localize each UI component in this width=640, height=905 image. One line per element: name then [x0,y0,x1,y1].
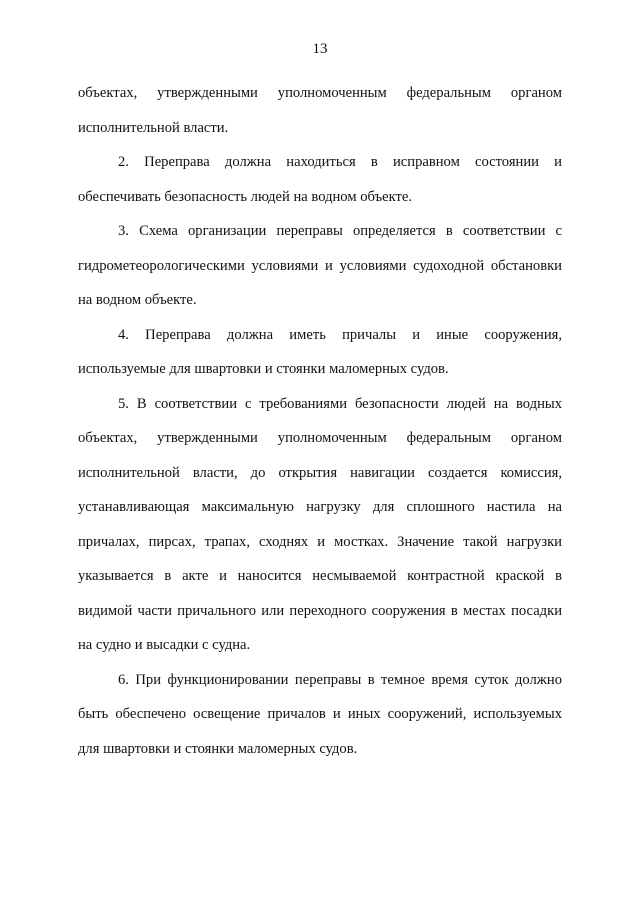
paragraph-5: 5. В соответствии с требованиями безопасности людей на водных объектах, утвержденными уполномоченным федеральным органом исполнительной власти, до открытия навигации создается комиссия, устанавливающая максимальную нагрузку для сплошного настила на причалах, пирсах, трапах, сходнях и мостках. Значение такой нагрузки указывается в акте и наносится несмываемой контрастной краской в видимой части причального или переходного сооружения в местах посадки на судно и высадки с судна. [78,395,562,653]
document-body [78,76,562,766]
paragraph-2: 2. Переправа должна находиться в исправном состоянии и обеспечивать безопасность людей на водном объекте. [78,154,562,205]
paragraph-4: 4. Переправа должна иметь причалы и иные сооружения, используемые для швартовки и стоянки маломерных судов. [78,326,562,377]
paragraph-continuation: объектах, утвержденными уполномоченным федеральным органом исполнительной власти. [78,85,562,136]
paragraph-6: 6. При функционировании переправы в темное время суток должно быть обеспечено освещение причалов и иных сооружений, используемых для швартовки и стоянки маломерных судов. [78,671,562,757]
paragraph-3: 3. Схема организации переправы определяется в соответствии с гидрометеорологическими условиями и условиями судоходной обстановки на водном объекте. [78,223,562,308]
page-number: 13 [312,41,328,57]
